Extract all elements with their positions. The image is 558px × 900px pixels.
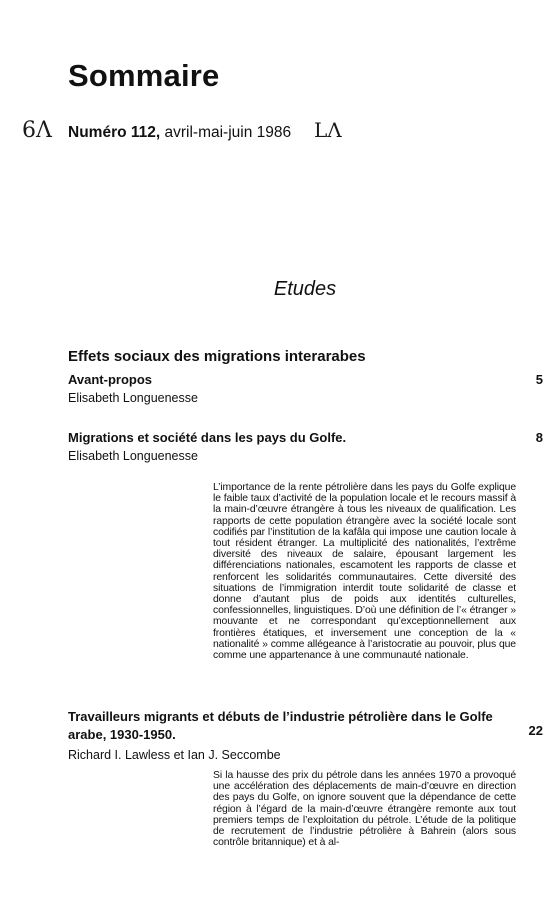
entry-abstract: L’importance de la rente pétrolière dans les pays du Golfe explique le faible taux d’activité de la population locale et le recours massif à la main-d’œuvre étrangère à tous les niveaux de qualification. Les rapports de cette population étrangère avec la société locale sont codifiés par l’institution de la kafâla qui impose une caution locale à tout résident étranger. La multiplicité des nationalités, l’extrême diversité des niveaux de salaire, épousant largement les différenciations nationales, escamotent les rapports de classe et renforcent les solidarités communautaires. Cette diversité des situations de l’immigration interdit toute solidarité de classe et donne d’autant plus de poids aux identités culturelles, confessionnelles, linguistiques. D’où une définition de l’« étranger » mouvante et ne correspondant qu’exceptionnellement aux frontières étatiques, et inversement une conception de la « nationalité » comme allégeance à l’aristocratie au pouvoir, plus que comme une appartenance à une communauté nationale. [213,482,516,662]
entry-abstract: Si la hausse des prix du pétrole dans les années 1970 a provoqué une accélération des déplacements de main-d’œuvre en direction des pays du Golfe, on ignore souvent que la dépendance de cette région à l’égard de la main-d’œuvre étrangère remonte aux tout premiers temps de l’exploitation du pétrole. L’étude de la politique de recrutement de l’industrie pétrolière à Bahrein (alors sous contrôle britannique) et à al- [213,770,516,849]
entry-author: Elisabeth Longuenesse [68,391,198,405]
page-title: Sommaire [68,58,220,93]
contents-entry [68,372,543,406]
issue-line [68,124,291,142]
block-heading: Effets sociaux des migrations interarabes [68,348,366,365]
handwritten-annotation-right: LΛ [314,118,342,142]
issue-number: Numéro 112, [68,124,161,141]
handwritten-annotation-left: 6Λ [22,118,52,143]
contents-entry [68,430,543,464]
section-heading: Etudes [273,278,337,300]
entry-author: Richard I. Lawless et Ian J. Seccombe [68,748,281,762]
entry-title: Travailleurs migrants et débuts de l’industrie pétrolière dans le Golfe arabe, 1930-1950. [68,709,493,742]
entry-page-number: 5 [535,372,543,387]
entry-title: Avant-propos [68,372,153,387]
entry-author: Elisabeth Longuenesse [68,449,198,463]
entry-title: Migrations et société dans les pays du Golfe. [68,430,347,445]
entry-title-wrap [68,708,520,744]
contents-entry [68,708,543,763]
entry-page-number: 22 [528,723,543,738]
issue-date: avril-mai-juin 1986 [164,124,292,141]
entry-row [68,372,543,387]
entry-page-number: 8 [535,430,543,445]
entry-row [68,708,543,744]
entry-row [68,430,543,445]
